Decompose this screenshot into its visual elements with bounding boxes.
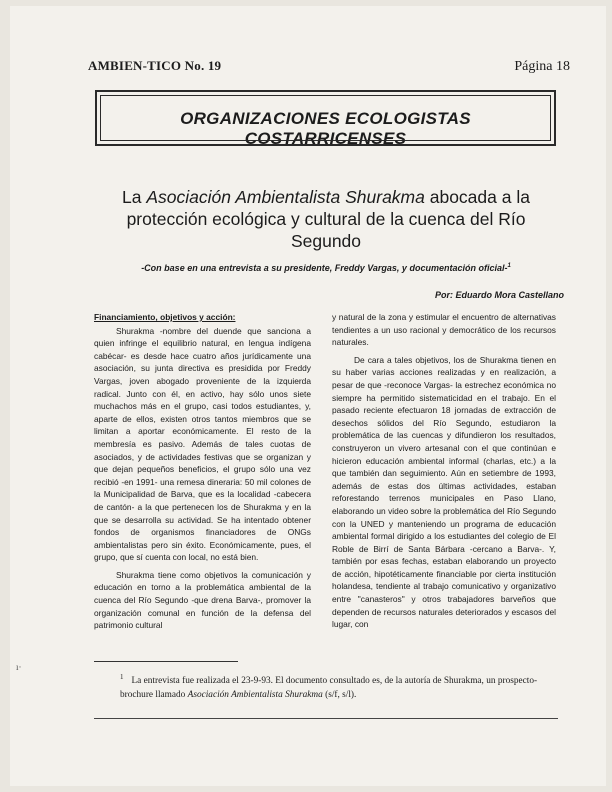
article-subtitle-text: -Con base en una entrevista a su presidente, Freddy Vargas, y documentación oficial- [141,263,508,273]
running-header [88,58,570,75]
footnote-text-pre: La entrevista fue realizada el 23-9-93. El documento consultado es, de la autoría de Shurakma, un prospecto-brochure llamado [120,676,538,701]
paragraph: y natural de la zona y estimular el encuentro de alternativas tendientes a un uso racional y democrático de los recursos naturales. [332,312,556,348]
footnote-number: 1 [120,673,124,681]
footnote-rule [94,661,238,662]
footnote [120,670,560,702]
paragraph: Shurakma -nombre del duende que sanciona a quien infringe el equilibrio natural, en lengua indígena cabécar- es desde hace cuatro años jurídicamente una asociación, su junta directiva es presidida por Freddy Vargas, joven abogado proveniente de la izquierda radical. Junto con él, en activo, hay sólo unos siete muchachos más en el grupo, casi todos estudiantes, y, aparte de ellos, existen otros tantos miembros que se limitan a aportar económicamente. El resto de la membresía es pasivo. Además de tales cuotas de asociados, y de actividades festivas que se organizan y que dejan pequeños beneficios, el grupo sólo una vez recibió -en 1991- una remesa dineraria: 50 mil colones de la Municipalidad de Barva, que es la localidad -cabecera de cantón- a la que pertenecen los de Shurakma y en la que se desarrolla su actividad. Se ha intentado obtener fondos de organismos financiadores de ONGs ambientalistas pero sin éxito. Económicamente, pues, el grupo, que sí cuenta con local, no está bien. [94,325,311,563]
paragraph: De cara a tales objetivos, los de Shurakma tienen en su haber varias acciones realizadas y en realización, a pesar de que -reconoce Vargas- la estrechez económica no siempre ha permitido sistematicidad en el trabajo. En el pasado reciente efectuaron 18 jornadas de extracción de desechos sólidos del Río Segundo, estudiaron la problemática de las cuencas y difundieron los resultados, construyeron un vivero artesanal con el que continúan e hicieron educación ambiental informal (charlas, etc.) a la que también dan seguimiento. Aún en setiembre de 1993, además de estas dos últimas actividades, estaban reforestando terrenos municipales en Paso Llano, elaborando un video sobre la problemática del Río Segundo con la UNED y manteniendo un programa de educación ambiental formal dirigido a los estudiantes del colegio de El Roble de Birrí de Santa Bárbara -cercano a Barva-. Y, también por esas fechas, estaban elaborando un proyecto de acción, hipotéticamente financiable por cierta institución holandesa, tendiente al trabajo comunicativo y organizativo entre "canasteros" y otros trabajadores barveños que dependen de recursos naturales deteriorados y escasos del lugar, con [332,354,556,630]
publication-name: AMBIEN-TICO No. 19 [88,58,222,73]
article-title-pre: La [122,187,147,207]
section-banner [95,90,556,146]
footnote-text-post: (s/f, s/l). [322,690,357,701]
subtitle-footnote-ref: 1 [507,263,511,269]
page-number: Página 18 [514,59,570,74]
paragraph: Shurakma tiene como objetivos la comunicación y educación en torno a la problemática ambiental de la cuenca del Río Segundo -que drena Barva-, promover la organización comunal en función de la defensa del patrimonio cultural [94,569,311,631]
margin-mark: ı· [16,662,22,672]
article-title-post: abocada a la protección ecológica y cultural de la cuenca del Río Segundo [126,187,530,251]
section-title: ORGANIZACIONES ECOLOGISTAS COSTARRICENSES [180,109,471,148]
footnote-text-em: Asociación Ambientalista Shurakma [187,690,323,701]
left-column [94,311,311,637]
article-title [96,186,556,252]
section-subhead: Financiamiento, objetivos y acción: [94,312,236,322]
bottom-rule [94,718,558,719]
article-subtitle [96,263,556,273]
article-byline: Por: Eduardo Mora Castellano [434,290,564,300]
right-column [332,311,556,636]
article-title-em: Asociación Ambientalista Shurakma [146,187,425,207]
